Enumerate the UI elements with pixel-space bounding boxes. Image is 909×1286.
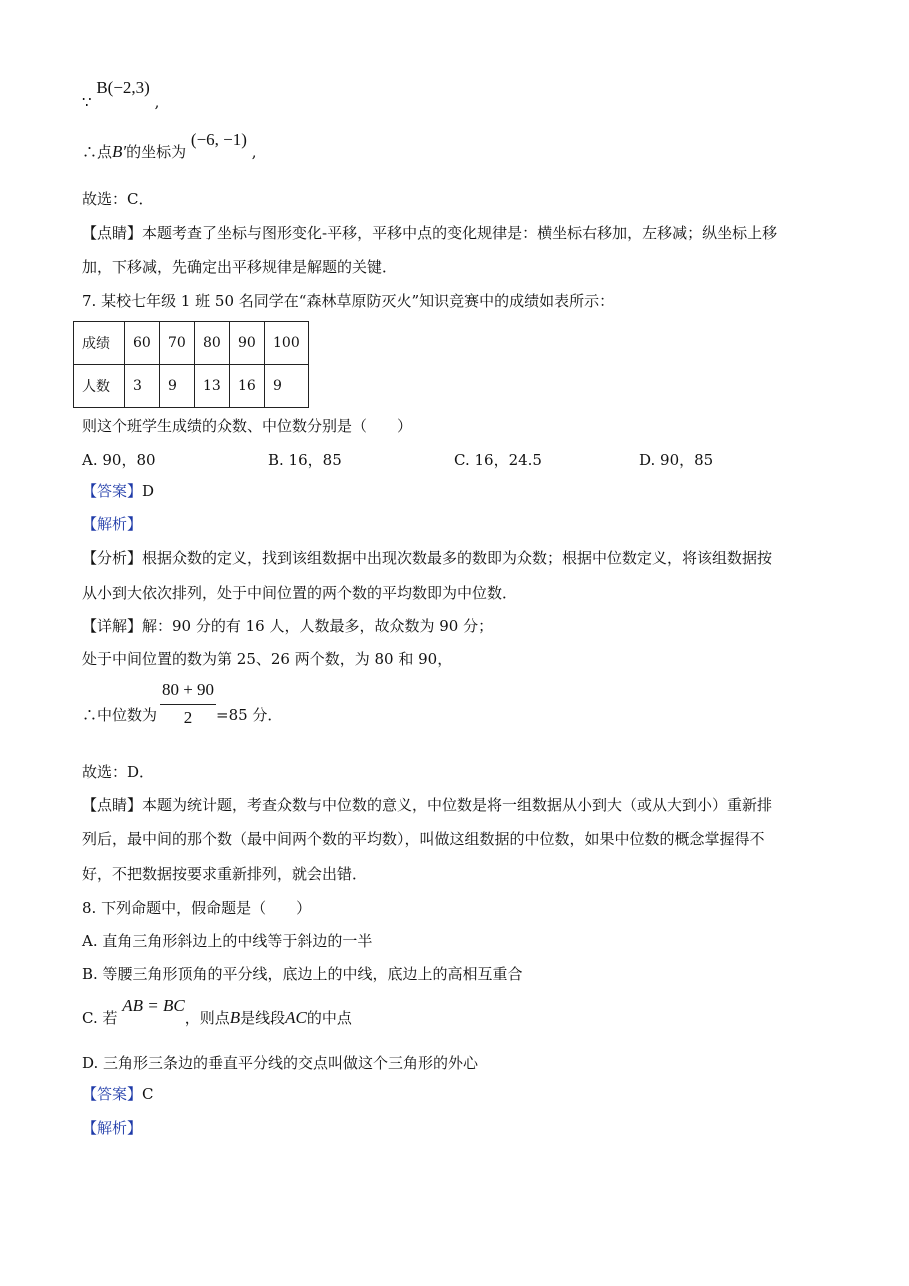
point-b: B	[229, 1008, 241, 1027]
b-prime-coord: (−6, −1)	[190, 130, 247, 149]
question-7-ask: 则这个班学生成绩的众数、中位数分别是（ ）	[82, 417, 413, 435]
q8-option-a: A. 直角三角形斜边上的中线等于斜边的一半	[82, 932, 373, 950]
b-prime-prefix: ∴点	[82, 143, 113, 161]
table-cell: 60	[125, 322, 160, 365]
q8-option-c	[82, 996, 352, 1028]
row-header-count: 人数	[74, 365, 125, 408]
q8-option-b: B. 等腰三角形顶角的平分线，底边上的中线，底边上的高相互重合	[82, 965, 523, 983]
option-c-end: 的中点	[306, 1009, 352, 1027]
option-c-mid: ，则点	[184, 1009, 230, 1027]
table-cell: 16	[230, 365, 265, 408]
table-cell: 13	[195, 365, 230, 408]
table-cell: 9	[265, 365, 309, 408]
xiangjie-line-2: 处于中间位置的数为第 25、26 两个数，为 80 和 90，	[82, 650, 453, 668]
q8-option-d: D. 三角形三条边的垂直平分线的交点叫做这个三角形的外心	[82, 1054, 479, 1072]
option-c: C. 16，24.5	[454, 451, 542, 469]
xiangjie-line-1: 【详解】解：90 分的有 16 人，人数最多，故众数为 90 分；	[82, 617, 494, 635]
comma: ,	[251, 143, 257, 161]
b-point-line	[82, 78, 160, 111]
table-cell: 100	[265, 322, 309, 365]
note-7-line-1: 【点睛】本题为统计题，考查众数与中位数的意义，中位数是将一组数据从小到大（或从大到小）重新排	[82, 796, 773, 814]
choose-d-line: 故选：D．	[82, 763, 155, 781]
answer-line	[82, 481, 154, 501]
answer-value: C	[142, 1085, 154, 1103]
table-cell: 3	[125, 365, 160, 408]
fraction-bar	[160, 704, 216, 705]
note-6-line-1: 【点睛】本题考查了坐标与图形变化-平移，平移中点的变化规律是：横坐标右移加，左移减；纵坐标上移	[82, 224, 778, 242]
analysis-label: 【解析】	[82, 515, 143, 533]
table-cell: 80	[195, 322, 230, 365]
table-row	[74, 322, 309, 365]
answer-line-8	[82, 1084, 154, 1104]
median-suffix: =85 分．	[216, 706, 283, 724]
answer-label: 【答案】	[82, 1085, 143, 1103]
note-6-line-2: 加，下移减，先确定出平移规律是解题的关键．	[82, 258, 398, 276]
median-prefix: ∴中位数为	[82, 706, 158, 724]
note-7-line-3: 好，不把数据按要求重新排列，就会出错．	[82, 865, 368, 883]
option-a: A. 90，80	[82, 451, 156, 469]
ab-eq-bc: AB = BC	[122, 996, 185, 1015]
option-b: B. 16，85	[268, 451, 342, 469]
fenxi-line-1: 【分析】根据众数的定义，找到该组数据中出现次数最多的数即为众数；根据中位数定义，将该组数据按	[82, 549, 773, 567]
median-fraction	[160, 680, 216, 734]
b-prime-line	[82, 130, 257, 162]
analysis-label-8: 【解析】	[82, 1119, 143, 1137]
table-row	[74, 365, 309, 408]
answer-value: D	[142, 482, 155, 500]
choose-c-line: 故选：C．	[82, 190, 154, 208]
question-8: 8. 下列命题中，假命题是（ ）	[82, 899, 312, 917]
b-prime-label: B′	[112, 142, 127, 161]
table-cell: 9	[160, 365, 195, 408]
option-d: D. 90，85	[639, 451, 714, 469]
answer-label: 【答案】	[82, 482, 143, 500]
b-point-expr: B(−2,3)	[96, 78, 150, 97]
fenxi-line-2: 从小到大依次排列，处于中间位置的两个数的平均数即为中位数．	[82, 584, 518, 602]
score-table	[73, 321, 309, 408]
note-7-line-2: 列后，最中间的那个数（最中间两个数的平均数），叫做这组数据的中位数，如果中位数的概念掌握得不	[82, 830, 765, 848]
row-header-score: 成绩	[74, 322, 125, 365]
because-symbol: ∵	[82, 93, 92, 111]
fraction-numerator: 80 + 90	[161, 680, 215, 699]
question-7: 7. 某校七年级 1 班 50 名同学在“森林草原防灭火”知识竞赛中的成绩如表所示：	[82, 292, 615, 310]
b-prime-suffix: 的坐标为	[126, 143, 187, 161]
table-cell: 90	[230, 322, 265, 365]
option-c-prefix: C. 若	[82, 1009, 118, 1027]
table-cell: 70	[160, 322, 195, 365]
segment-ac: AC	[285, 1008, 307, 1027]
fraction-denominator: 2	[183, 708, 193, 727]
comma: ,	[154, 93, 160, 111]
option-c-mid2: 是线段	[240, 1009, 286, 1027]
